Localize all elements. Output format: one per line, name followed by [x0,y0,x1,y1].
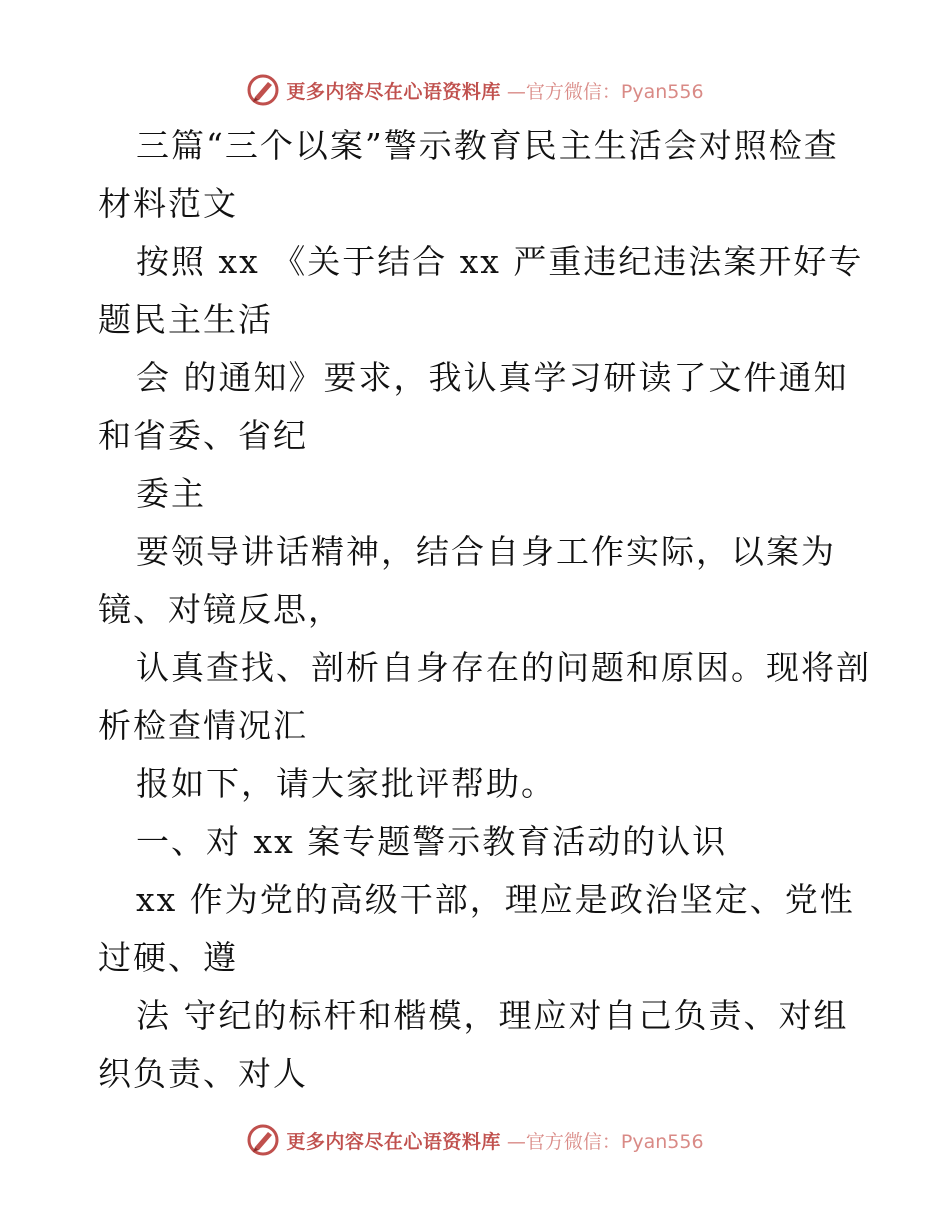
document-title-line-2: 材料范文 [98,184,238,223]
banner-main-text: 更多内容尽在心语资料库 [286,80,501,103]
paragraph-line: 题民主生活 [98,300,273,339]
paragraph-line: 按照 xx 《关于结合 xx 严重违纪违法案开好专 [136,242,864,281]
banner-sub-text: —官方微信：Pyan556 [506,1130,704,1153]
header-banner [0,70,950,110]
banner-sub-text: —官方微信：Pyan556 [506,80,704,103]
banner-main-text: 更多内容尽在心语资料库 [286,1130,501,1153]
paragraph-line: 法 守纪的标杆和楷模，理应对自己负责、对组 [136,996,849,1035]
footer-banner [0,1120,950,1160]
paragraph-line: 委主 [136,474,206,513]
paragraph-line: 过硬、遵 [98,938,238,977]
paragraph-line: 会 的通知》要求，我认真学习研读了文件通知 [136,358,849,397]
paragraph-line: 镜、对镜反思， [98,590,343,629]
paragraph-line: 要领导讲话精神，结合自身工作实际，以案为 [136,532,836,571]
document-title-line-1: 三篇“三个以案”警示教育民主生活会对照检查 [136,126,839,165]
paragraph-line: 报如下，请大家批评帮助。 [136,764,556,803]
section-heading: 一、对 xx 案专题警示教育活动的认识 [136,822,728,861]
pen-logo-icon [246,1123,280,1157]
paragraph-line: 析检查情况汇 [98,706,308,745]
paragraph-line: 认真查找、剖析自身存在的问题和原因。现将剖 [136,648,871,687]
paragraph-line: xx 作为党的高级干部，理应是政治坚定、党性 [136,880,855,919]
paragraph-line: 和省委、省纪 [98,416,308,455]
document-body [98,117,871,1103]
pen-logo-icon [246,73,280,107]
paragraph-line: 织负责、对人 [98,1054,308,1093]
